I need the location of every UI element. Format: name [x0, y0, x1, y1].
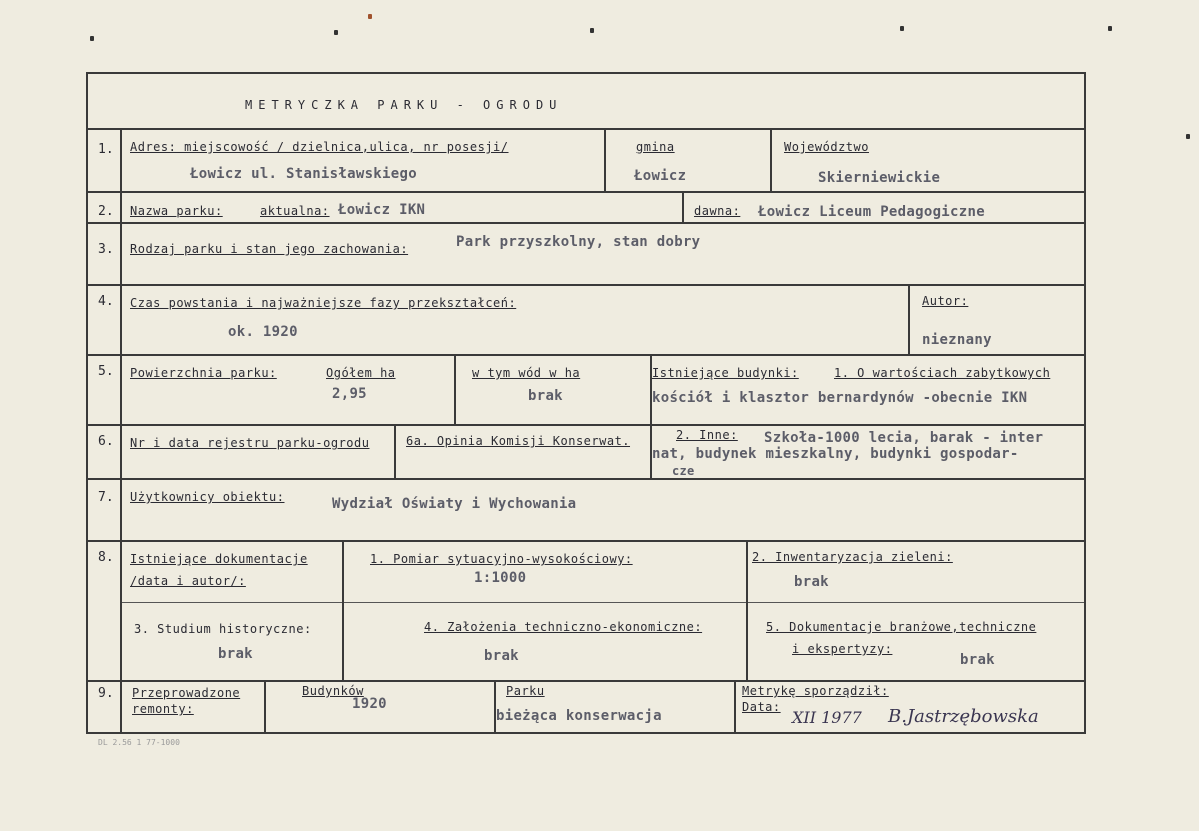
- technical-assumptions-label: 4. Założenia techniczno-ekonomiczne:: [424, 620, 703, 634]
- hole-mark: [900, 26, 904, 31]
- historic-buildings-value: kościół i klasztor bernardynów -obecnie IKN: [652, 390, 1028, 406]
- current-name-label: aktualna:: [260, 204, 330, 218]
- date-label: Data:: [742, 700, 781, 714]
- total-area-label: Ogółem ha: [326, 366, 396, 380]
- creation-time-label: Czas powstania i najważniejsze fazy przekształceń:: [130, 296, 517, 310]
- conservation-opinion-label: 6a. Opinia Komisji Konserwat.: [406, 434, 631, 448]
- other-buildings-label: 2. Inne:: [676, 428, 738, 442]
- hole-mark: [90, 36, 94, 41]
- branch-docs-value: brak: [960, 652, 995, 668]
- park-area-label: Powierzchnia parku:: [130, 366, 277, 380]
- row-number: 7.: [98, 490, 114, 505]
- creation-time-value: ok. 1920: [228, 324, 298, 340]
- survey-value: 1:1000: [474, 570, 527, 586]
- buildings-repair-label: Budynków: [302, 684, 364, 698]
- total-area-value: 2,95: [332, 386, 367, 402]
- documentation-sublabel: /data i autor/:: [130, 574, 246, 588]
- users-label: Użytkownicy obiektu:: [130, 490, 285, 504]
- park-repair-label: Parku: [506, 684, 545, 698]
- row-number: 4.: [98, 294, 114, 309]
- greenery-inventory-label: 2. Inwentaryzacja zieleni:: [752, 550, 953, 564]
- historic-buildings-label: 1. O wartościach zabytkowych: [834, 366, 1051, 380]
- park-repair-value: bieżąca konserwacja: [496, 708, 662, 724]
- signature: B.Jastrzębowska: [888, 706, 1039, 727]
- author-value: nieznany: [922, 332, 992, 348]
- row-number: 5.: [98, 364, 114, 379]
- row-number: 6.: [98, 434, 114, 449]
- buildings-repair-value: 1920: [352, 696, 387, 712]
- park-type-label: Rodzaj parku i stan jego zachowania:: [130, 242, 409, 256]
- voivodeship-label: Województwo: [784, 140, 869, 154]
- documentation-label: Istniejące dokumentacje: [130, 552, 308, 566]
- park-name-label: Nazwa parku:: [130, 204, 223, 218]
- buildings-label: Istniejące budynki:: [652, 366, 799, 380]
- other-buildings-value-line3: cze: [672, 464, 695, 478]
- repairs-label: Przeprowadzone: [132, 686, 241, 700]
- address-value: Łowicz ul. Stanisławskiego: [190, 166, 417, 182]
- historical-study-value: brak: [218, 646, 253, 662]
- water-area-value: brak: [528, 388, 563, 404]
- former-name-value: Łowicz Liceum Pedagogiczne: [758, 204, 985, 220]
- hole-mark: [334, 30, 338, 35]
- hole-mark: [590, 28, 594, 33]
- current-name-value: Łowicz IKN: [338, 202, 426, 218]
- address-label: Adres: miejscowość / dzielnica,ulica, nr posesji/: [130, 140, 509, 154]
- technical-assumptions-value: brak: [484, 648, 519, 664]
- row-number: 3.: [98, 242, 114, 257]
- historical-study-label: 3. Studium historyczne:: [134, 622, 312, 636]
- row-number: 1.: [98, 142, 114, 157]
- date-value: XII 1977: [792, 708, 862, 727]
- print-code: DL 2.56 1 77-1000: [98, 738, 180, 747]
- branch-docs-label: 5. Dokumentacje branżowe,techniczne: [766, 620, 1037, 634]
- hole-mark: [1108, 26, 1112, 31]
- park-type-value: Park przyszkolny, stan dobry: [456, 234, 701, 250]
- former-name-label: dawna:: [694, 204, 741, 218]
- gmina-value: Łowicz: [634, 168, 687, 184]
- repairs-sublabel: remonty:: [132, 702, 194, 716]
- form-title: METRYCZKA PARKU - OGRODU: [245, 98, 563, 112]
- other-buildings-value-line1: Szkoła-1000 lecia, barak - inter: [764, 430, 1044, 446]
- greenery-inventory-value: brak: [794, 574, 829, 590]
- gmina-label: gmina: [636, 140, 675, 154]
- hole-mark: [1186, 134, 1190, 139]
- branch-docs-sublabel: i ekspertyzy:: [792, 642, 893, 656]
- users-value: Wydział Oświaty i Wychowania: [332, 496, 577, 512]
- other-buildings-value-line2: nat, budynek mieszkalny, budynki gospodar-: [652, 446, 1019, 462]
- stain-mark: [368, 14, 372, 19]
- row-number: 8.: [98, 550, 114, 565]
- prepared-by-label: Metrykę sporządził:: [742, 684, 889, 698]
- water-area-label: w tym wód w ha: [472, 366, 581, 380]
- survey-label: 1. Pomiar sytuacyjno-wysokościowy:: [370, 552, 633, 566]
- author-label: Autor:: [922, 294, 969, 308]
- voivodeship-value: Skierniewickie: [818, 170, 941, 186]
- row-number: 9.: [98, 686, 114, 701]
- register-label: Nr i data rejestru parku-ogrodu: [130, 436, 370, 450]
- row-number: 2.: [98, 204, 114, 219]
- park-record-form: [86, 72, 1086, 734]
